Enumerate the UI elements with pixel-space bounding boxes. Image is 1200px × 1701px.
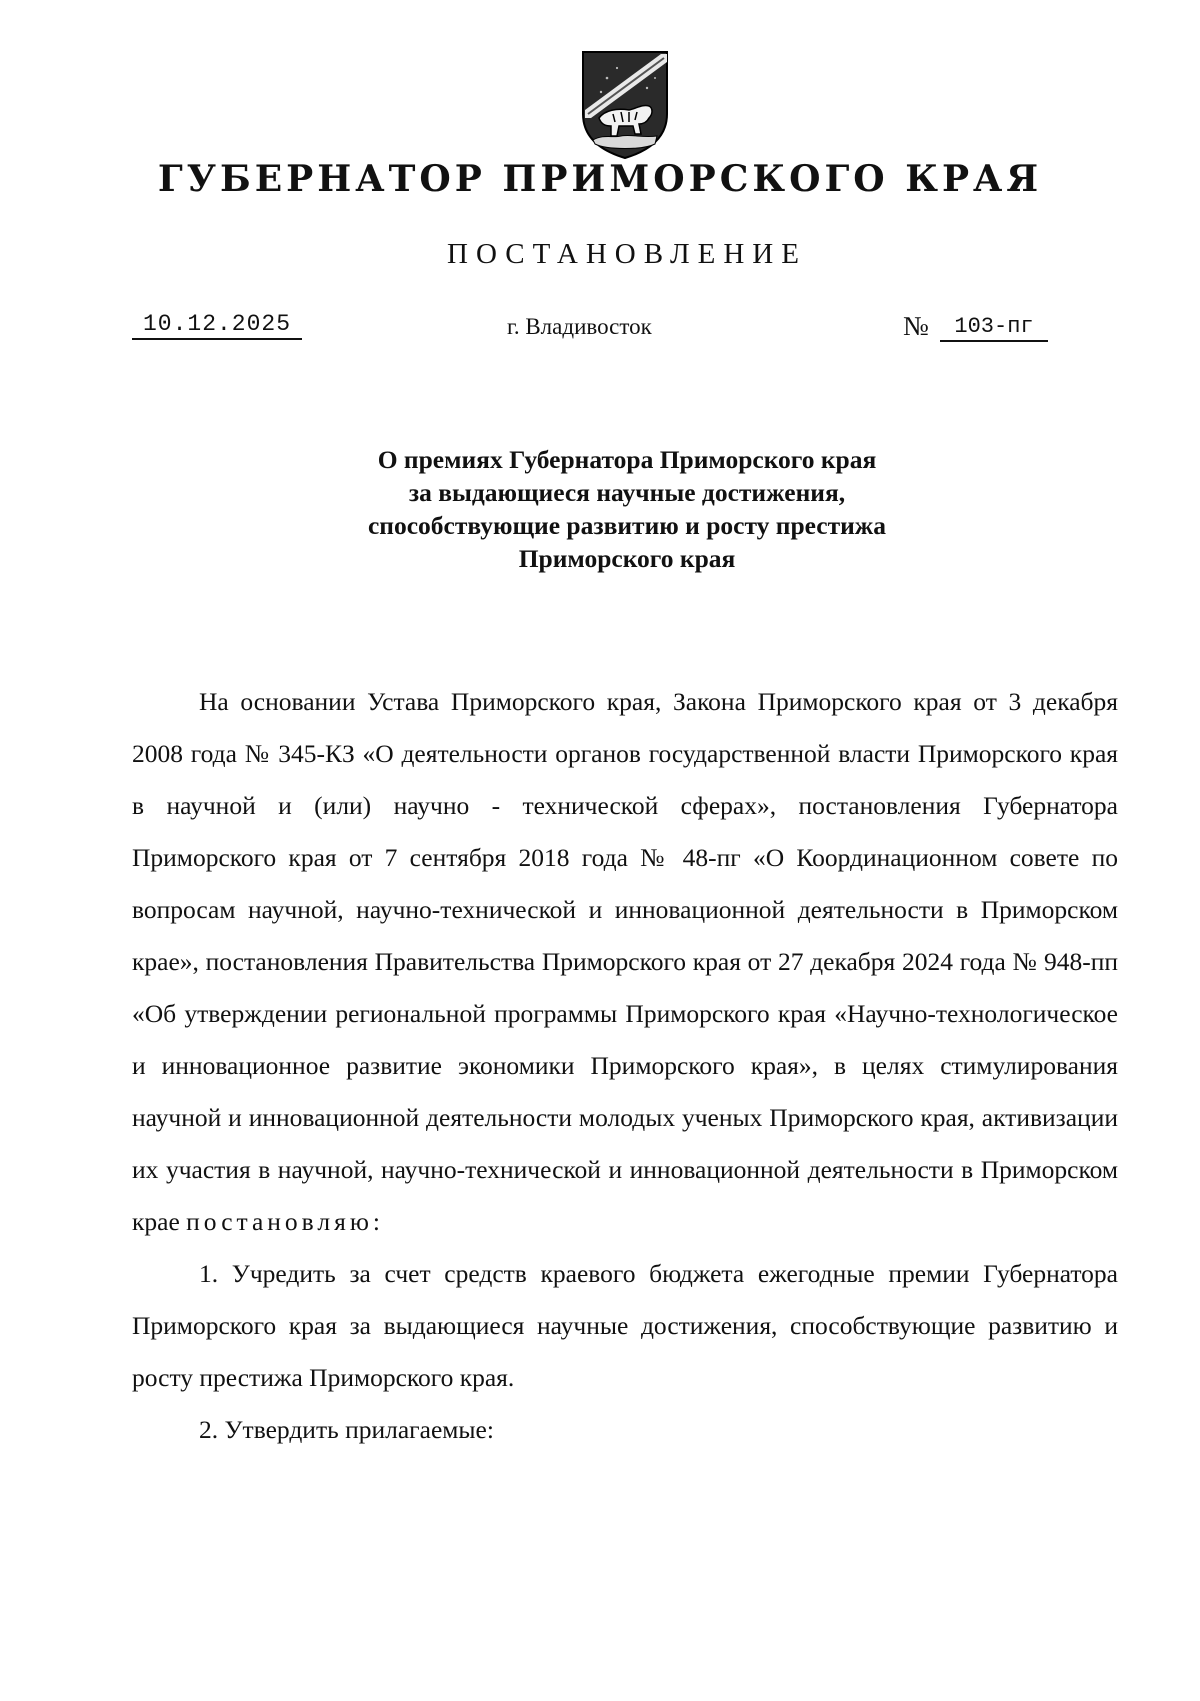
document-date: 10.12.2025: [132, 311, 302, 340]
coat-of-arms-icon: [577, 48, 673, 160]
document-type: ПОСТАНОВЛЕНИЕ: [447, 238, 807, 270]
title-line: О премиях Губернатора Приморского края: [377, 445, 877, 474]
authority-heading: ГУБЕРНАТОР ПРИМОРСКОГО КРАЯ: [157, 158, 1043, 200]
resolve-word: постановляю:: [186, 1207, 384, 1236]
title-line: за выдающиеся научные достижения,: [408, 478, 846, 507]
document-city: г. Владивосток: [507, 314, 652, 339]
document-body: [132, 676, 1118, 1456]
document-number: 103-пг: [940, 314, 1048, 342]
title-line: способствующие развитию и росту престижа: [367, 511, 887, 540]
item-1-paragraph: 1. Учредить за счет средств краевого бюджета ежегодные премии Губернатора Приморского края за выдающиеся научные достижения, способствующие развитию и росту престижа Приморского края.: [132, 1259, 1118, 1392]
number-label: №: [903, 311, 929, 341]
item-2-paragraph: 2. Утвердить прилагаемые:: [199, 1415, 494, 1444]
title-line: Приморского края: [518, 544, 736, 573]
preamble-text: На основании Устава Приморского края, Закона Приморского края от 3 декабря 2008 года № 345-КЗ «О деятельности органов государственной власти Приморского края в научной и (или) научно - технической сферах», постановления Губернатора Приморского края от 7 сентября 2018 года № 48-пг «О Координационном совете по вопросам научной, научно-технической и инновационной деятельности в Приморском крае», постановления Правительства Приморского края от 27 декабря 2024 года № 948-пп «Об утверждении региональной программы Приморского края «Научно-технологическое и инновационное развитие экономики Приморского края», в целях стимулирования научной и инновационной деятельности молодых ученых Приморского края, активизации их участия в научной, научно-технической и инновационной деятельности в Приморском крае: [132, 687, 1118, 1236]
document-title: [0, 443, 1200, 575]
preamble-paragraph: [132, 676, 1118, 1248]
